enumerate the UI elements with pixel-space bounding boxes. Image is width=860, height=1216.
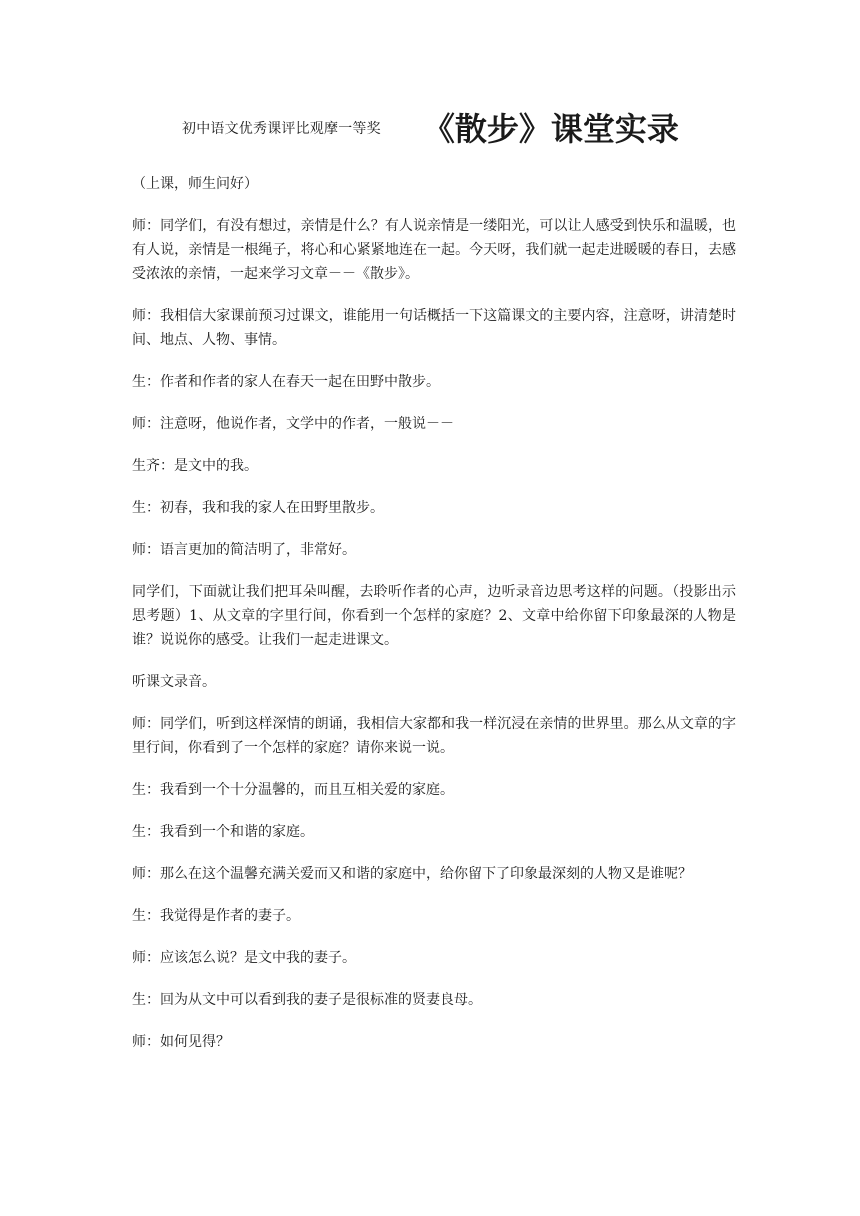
- paragraph: 生：我看到一个和谐的家庭。: [132, 824, 314, 840]
- document-title: 《散步》课堂实录: [422, 110, 679, 148]
- paragraph: 师：同学们，听到这样深情的朗诵，我相信大家都和我一样沉浸在亲情的世界里。那么从文章的字里行间，你看到了一个怎样的家庭？请你来说一说。: [132, 716, 736, 756]
- paragraph: 师：那么在这个温馨充满关爱而又和谐的家庭中，给你留下了印象最深刻的人物又是谁呢？: [132, 866, 692, 882]
- paragraph: 师：我相信大家课前预习过课文，谁能用一句话概括一下这篇课文的主要内容，注意呀，讲清楚时间、地点、人物、事情。: [132, 308, 736, 348]
- document-body: [132, 172, 736, 1072]
- paragraph: 生：初春，我和我的家人在田野里散步。: [132, 500, 384, 516]
- paragraph: 生：我看到一个十分温馨的，而且互相关爱的家庭。: [132, 782, 454, 798]
- paragraph: 生齐：是文中的我。: [132, 458, 258, 474]
- paragraph: 生：回为从文中可以看到我的妻子是很标准的贤妻良母。: [132, 992, 482, 1008]
- paragraph: 生：作者和作者的家人在春天一起在田野中散步。: [132, 374, 440, 390]
- paragraph: 师：如何见得？: [132, 1034, 230, 1050]
- paragraph: 师：应该怎么说？是文中我的妻子。: [132, 950, 356, 966]
- paragraph: 师：注意呀，他说作者，文学中的作者，一般说－－: [132, 416, 454, 432]
- document-subtitle: 初中语文优秀课评比观摩一等奖: [182, 121, 381, 137]
- paragraph: 师：同学们，有没有想过，亲情是什么？有人说亲情是一缕阳光，可以让人感受到快乐和温暖，也有人说，亲情是一根绳子，将心和心紧紧地连在一起。今天呀，我们就一起走进暖暖的春日，去感受浓浓的亲情，一起来学习文章－－《散步》。: [132, 218, 736, 282]
- paragraph: 生：我觉得是作者的妻子。: [132, 908, 300, 924]
- paragraph: （上课，师生问好）: [132, 176, 258, 192]
- paragraph: 同学们，下面就让我们把耳朵叫醒，去聆听作者的心声，边听录音边思考这样的问题。（投影出示思考题）1、从文章的字里行间，你看到一个怎样的家庭？2、文章中给你留下印象最深的人物是谁？说说你的感受。让我们一起走进课文。: [132, 584, 736, 648]
- paragraph: 师：语言更加的简洁明了，非常好。: [132, 542, 356, 558]
- document-header: [182, 104, 742, 154]
- paragraph: 听课文录音。: [132, 674, 216, 690]
